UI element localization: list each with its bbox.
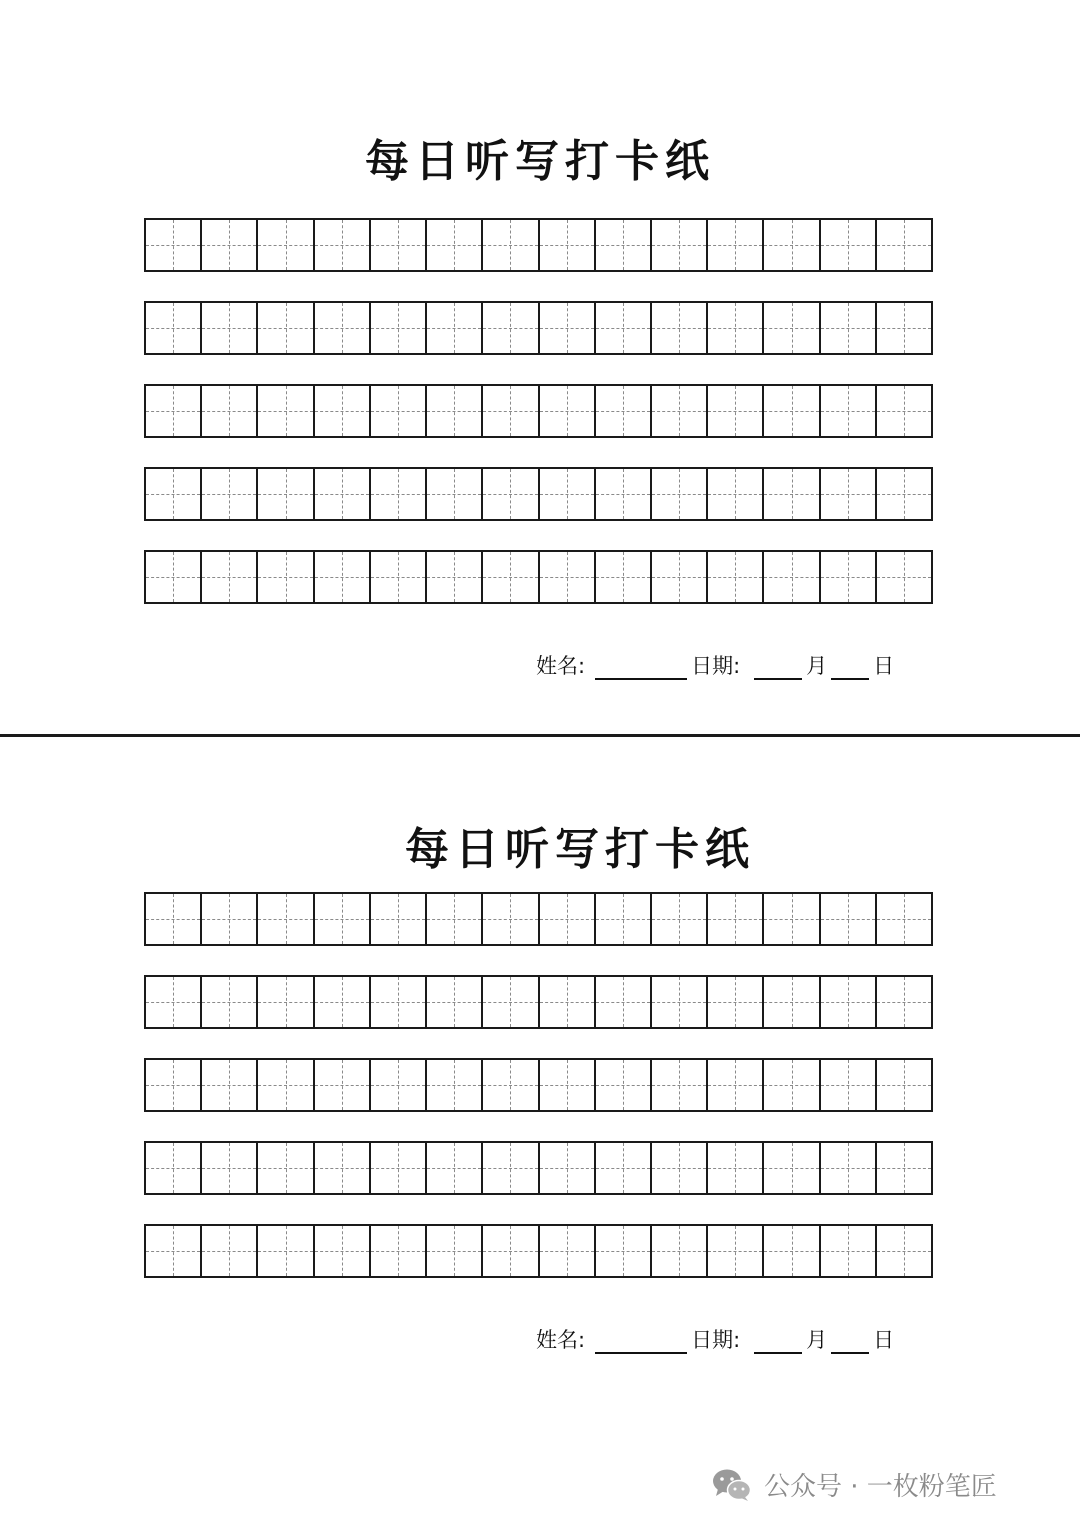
grid-row bbox=[144, 1141, 933, 1195]
grid-row bbox=[144, 550, 933, 604]
writing-cell[interactable] bbox=[371, 894, 427, 944]
writing-cell[interactable] bbox=[427, 469, 483, 519]
writing-cell[interactable] bbox=[652, 1060, 708, 1110]
writing-cell[interactable] bbox=[427, 1226, 483, 1276]
writing-cell[interactable] bbox=[708, 552, 764, 602]
writing-cell[interactable] bbox=[596, 552, 652, 602]
writing-cell[interactable] bbox=[258, 1226, 314, 1276]
writing-cell[interactable] bbox=[315, 894, 371, 944]
name-label: 姓名: bbox=[536, 1328, 586, 1352]
writing-cell[interactable] bbox=[708, 386, 764, 436]
writing-cell[interactable] bbox=[652, 1226, 708, 1276]
writing-cell[interactable] bbox=[371, 552, 427, 602]
writing-cell[interactable] bbox=[877, 894, 931, 944]
writing-cell[interactable] bbox=[821, 469, 877, 519]
writing-cell[interactable] bbox=[315, 552, 371, 602]
grid-row bbox=[144, 218, 933, 272]
writing-cell[interactable] bbox=[483, 552, 539, 602]
name-label: 姓名: bbox=[536, 654, 586, 678]
writing-cell[interactable] bbox=[596, 220, 652, 270]
day-label: 日 bbox=[873, 654, 895, 678]
grid-row bbox=[144, 1058, 933, 1112]
writing-cell[interactable] bbox=[146, 1226, 202, 1276]
writing-cell[interactable] bbox=[315, 977, 371, 1027]
writing-cell[interactable] bbox=[877, 552, 931, 602]
writing-cell[interactable] bbox=[427, 894, 483, 944]
writing-cell[interactable] bbox=[427, 303, 483, 353]
day-blank[interactable] bbox=[831, 1332, 869, 1354]
writing-cell[interactable] bbox=[483, 894, 539, 944]
writing-cell[interactable] bbox=[146, 1143, 202, 1193]
writing-cell[interactable] bbox=[315, 303, 371, 353]
writing-cell[interactable] bbox=[708, 1226, 764, 1276]
writing-cell[interactable] bbox=[258, 552, 314, 602]
writing-cell[interactable] bbox=[146, 469, 202, 519]
writing-cell[interactable] bbox=[877, 1226, 931, 1276]
writing-cell[interactable] bbox=[877, 1060, 931, 1110]
writing-cell[interactable] bbox=[877, 469, 931, 519]
writing-cell[interactable] bbox=[821, 977, 877, 1027]
month-label: 月 bbox=[806, 1328, 828, 1352]
writing-cell[interactable] bbox=[202, 1226, 258, 1276]
writing-cell[interactable] bbox=[764, 469, 820, 519]
writing-cell[interactable] bbox=[315, 220, 371, 270]
month-label: 月 bbox=[806, 654, 828, 678]
grid-row bbox=[144, 1224, 933, 1278]
writing-cell[interactable] bbox=[202, 552, 258, 602]
dictation-sheet-bottom bbox=[0, 740, 1080, 1400]
writing-cell[interactable] bbox=[483, 303, 539, 353]
writing-cell[interactable] bbox=[371, 1143, 427, 1193]
writing-cell[interactable] bbox=[202, 977, 258, 1027]
writing-cell[interactable] bbox=[202, 1143, 258, 1193]
writing-cell[interactable] bbox=[427, 1060, 483, 1110]
writing-cell[interactable] bbox=[652, 977, 708, 1027]
writing-cell[interactable] bbox=[708, 469, 764, 519]
writing-cell[interactable] bbox=[483, 977, 539, 1027]
writing-cell[interactable] bbox=[371, 1060, 427, 1110]
writing-cell[interactable] bbox=[540, 552, 596, 602]
writing-cell[interactable] bbox=[596, 1060, 652, 1110]
writing-cell[interactable] bbox=[371, 386, 427, 436]
writing-cell[interactable] bbox=[427, 1143, 483, 1193]
grid-row bbox=[144, 384, 933, 438]
date-label: 日期: bbox=[691, 654, 741, 678]
writing-cell[interactable] bbox=[540, 1226, 596, 1276]
writing-cell[interactable] bbox=[202, 894, 258, 944]
writing-cell[interactable] bbox=[540, 1143, 596, 1193]
writing-cell[interactable] bbox=[202, 386, 258, 436]
writing-cell[interactable] bbox=[652, 469, 708, 519]
writing-cell[interactable] bbox=[652, 303, 708, 353]
info-line bbox=[536, 650, 894, 680]
writing-cell[interactable] bbox=[146, 894, 202, 944]
writing-cell[interactable] bbox=[877, 386, 931, 436]
grid-row bbox=[144, 467, 933, 521]
month-blank[interactable] bbox=[754, 1332, 802, 1354]
writing-cell[interactable] bbox=[596, 386, 652, 436]
writing-cell[interactable] bbox=[708, 1060, 764, 1110]
writing-cell[interactable] bbox=[877, 1143, 931, 1193]
writing-cell[interactable] bbox=[764, 1143, 820, 1193]
writing-cell[interactable] bbox=[202, 469, 258, 519]
writing-cell[interactable] bbox=[427, 977, 483, 1027]
writing-cell[interactable] bbox=[258, 1143, 314, 1193]
grid-row bbox=[144, 301, 933, 355]
writing-cell[interactable] bbox=[652, 220, 708, 270]
writing-cell[interactable] bbox=[371, 220, 427, 270]
writing-cell[interactable] bbox=[258, 1060, 314, 1110]
writing-cell[interactable] bbox=[202, 303, 258, 353]
writing-cell[interactable] bbox=[596, 977, 652, 1027]
writing-cell[interactable] bbox=[821, 386, 877, 436]
sheet-title: 每日听写打卡纸 bbox=[365, 136, 715, 187]
writing-cell[interactable] bbox=[315, 1226, 371, 1276]
writing-cell[interactable] bbox=[146, 386, 202, 436]
writing-cell[interactable] bbox=[652, 1143, 708, 1193]
day-label: 日 bbox=[873, 1328, 895, 1352]
writing-cell[interactable] bbox=[821, 1143, 877, 1193]
info-line bbox=[536, 1324, 894, 1354]
writing-cell[interactable] bbox=[427, 386, 483, 436]
date-label: 日期: bbox=[691, 1328, 741, 1352]
writing-cell[interactable] bbox=[764, 220, 820, 270]
writing-cell[interactable] bbox=[596, 894, 652, 944]
writing-cell[interactable] bbox=[877, 977, 931, 1027]
writing-cell[interactable] bbox=[708, 894, 764, 944]
writing-cell[interactable] bbox=[483, 469, 539, 519]
watermark bbox=[712, 1466, 997, 1503]
writing-cell[interactable] bbox=[877, 303, 931, 353]
writing-cell[interactable] bbox=[483, 386, 539, 436]
writing-cell[interactable] bbox=[315, 1143, 371, 1193]
writing-cell[interactable] bbox=[764, 1226, 820, 1276]
writing-cell[interactable] bbox=[371, 977, 427, 1027]
writing-cell[interactable] bbox=[483, 1060, 539, 1110]
writing-cell[interactable] bbox=[540, 977, 596, 1027]
writing-cell[interactable] bbox=[821, 894, 877, 944]
writing-cell[interactable] bbox=[258, 894, 314, 944]
writing-cell[interactable] bbox=[315, 1060, 371, 1110]
wechat-icon bbox=[712, 1468, 752, 1502]
writing-cell[interactable] bbox=[708, 977, 764, 1027]
watermark-text: 公众号 · 一枚粉笔匠 bbox=[764, 1472, 997, 1502]
writing-cell[interactable] bbox=[315, 469, 371, 519]
writing-cell[interactable] bbox=[652, 894, 708, 944]
dictation-sheet-top bbox=[0, 0, 1080, 735]
writing-cell[interactable] bbox=[146, 552, 202, 602]
day-blank[interactable] bbox=[831, 658, 869, 680]
writing-cell[interactable] bbox=[764, 977, 820, 1027]
grid-row bbox=[144, 975, 933, 1029]
writing-cell[interactable] bbox=[821, 220, 877, 270]
writing-cell[interactable] bbox=[371, 1226, 427, 1276]
writing-cell[interactable] bbox=[202, 220, 258, 270]
writing-cell[interactable] bbox=[146, 303, 202, 353]
writing-cell[interactable] bbox=[258, 386, 314, 436]
name-blank[interactable] bbox=[595, 658, 687, 680]
writing-cell[interactable] bbox=[708, 303, 764, 353]
writing-cell[interactable] bbox=[315, 386, 371, 436]
writing-cell[interactable] bbox=[371, 469, 427, 519]
writing-cell[interactable] bbox=[596, 469, 652, 519]
writing-cell[interactable] bbox=[652, 552, 708, 602]
writing-cell[interactable] bbox=[427, 220, 483, 270]
writing-cell[interactable] bbox=[540, 1060, 596, 1110]
writing-cell[interactable] bbox=[708, 1143, 764, 1193]
writing-cell[interactable] bbox=[764, 894, 820, 944]
writing-cell[interactable] bbox=[821, 1060, 877, 1110]
writing-cell[interactable] bbox=[540, 303, 596, 353]
writing-cell[interactable] bbox=[540, 386, 596, 436]
name-blank[interactable] bbox=[595, 1332, 687, 1354]
grid-row bbox=[144, 892, 933, 946]
writing-cell[interactable] bbox=[764, 303, 820, 353]
writing-cell[interactable] bbox=[258, 220, 314, 270]
writing-cell[interactable] bbox=[821, 303, 877, 353]
writing-cell[interactable] bbox=[877, 220, 931, 270]
writing-cell[interactable] bbox=[708, 220, 764, 270]
writing-cell[interactable] bbox=[258, 303, 314, 353]
writing-cell[interactable] bbox=[821, 552, 877, 602]
writing-cell[interactable] bbox=[146, 220, 202, 270]
writing-cell[interactable] bbox=[483, 1143, 539, 1193]
cut-divider-line bbox=[0, 734, 1080, 737]
writing-cell[interactable] bbox=[540, 469, 596, 519]
writing-cell[interactable] bbox=[258, 977, 314, 1027]
sheet-title: 每日听写打卡纸 bbox=[405, 824, 755, 875]
writing-cell[interactable] bbox=[540, 894, 596, 944]
writing-cell[interactable] bbox=[596, 1143, 652, 1193]
writing-cell[interactable] bbox=[764, 552, 820, 602]
writing-cell[interactable] bbox=[764, 1060, 820, 1110]
writing-cell[interactable] bbox=[821, 1226, 877, 1276]
writing-cell[interactable] bbox=[540, 220, 596, 270]
writing-cell[interactable] bbox=[764, 386, 820, 436]
writing-cell[interactable] bbox=[146, 977, 202, 1027]
writing-cell[interactable] bbox=[483, 1226, 539, 1276]
writing-cell[interactable] bbox=[652, 386, 708, 436]
writing-cell[interactable] bbox=[427, 552, 483, 602]
writing-cell[interactable] bbox=[202, 1060, 258, 1110]
writing-cell[interactable] bbox=[258, 469, 314, 519]
writing-cell[interactable] bbox=[371, 303, 427, 353]
writing-cell[interactable] bbox=[596, 1226, 652, 1276]
month-blank[interactable] bbox=[754, 658, 802, 680]
writing-cell[interactable] bbox=[483, 220, 539, 270]
writing-cell[interactable] bbox=[596, 303, 652, 353]
writing-cell[interactable] bbox=[146, 1060, 202, 1110]
